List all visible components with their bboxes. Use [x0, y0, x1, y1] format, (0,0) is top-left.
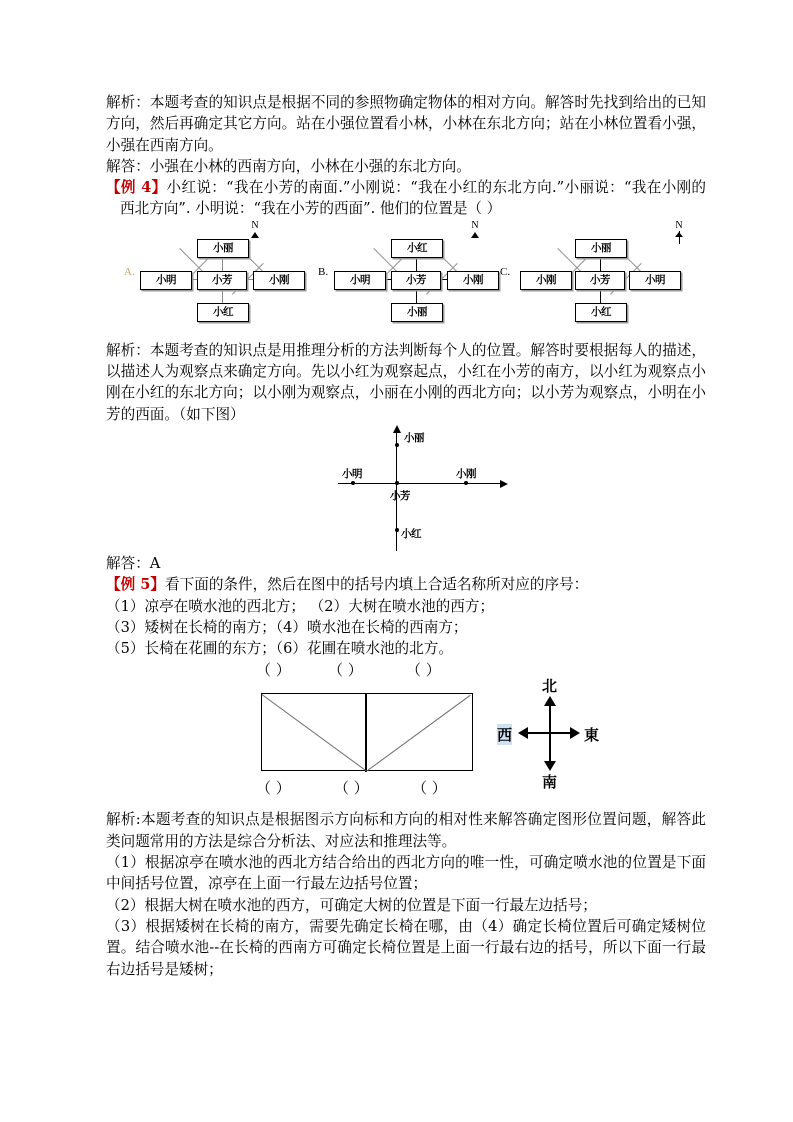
paragraph-example-4: [106, 177, 706, 220]
person-box-top[interactable]: 小丽: [197, 239, 249, 258]
link-line: [416, 289, 417, 304]
example-4-text: 小红说：“我在小芳的南面.”小刚说：“我在小红的东北方向.”小丽说：“我在小刚的西北方向”. 小明说：“我在小芳的西面”. 他们的位置是（ ）: [120, 179, 706, 218]
paragraph-example-5-cond-3: （5）长椅在花圃的东方；（6）花圃在喷水池的北方。: [106, 640, 453, 658]
answer-options-figure: [106, 219, 706, 340]
axis-north-arrowhead: [393, 425, 401, 433]
point-right: [464, 481, 468, 485]
link-line: [600, 257, 601, 272]
paragraph-example-5-cond-1: （1）凉亭在喷水池的西北方； （2）大树在喷水池的西方；: [106, 597, 495, 615]
map-rectangle: [261, 693, 473, 771]
person-box-left[interactable]: 小明: [140, 271, 192, 290]
person-box-center[interactable]: 小芳: [391, 271, 441, 290]
paragraph-example-5: [106, 574, 706, 595]
rectangle-compass-figure: [106, 659, 706, 809]
blank-paren-bottom-left[interactable]: （ ）: [256, 779, 291, 798]
compass-south-arrowhead: [544, 761, 556, 771]
link-line: [600, 289, 601, 304]
person-box-top[interactable]: 小丽: [575, 239, 627, 258]
person-box-right[interactable]: 小刚: [447, 271, 499, 290]
paragraph-analysis-5: 解析:本题考查的知识点是根据图示方向标和方向的相对性来解答确定图形位置问题，解答此类问题常用的方法是综合分析法、对应法和推理法等。: [106, 811, 706, 850]
axis-horizontal: [338, 483, 503, 484]
axis-figure: [106, 425, 706, 553]
compass-east-arrowhead: [570, 727, 580, 739]
person-box-center[interactable]: 小芳: [575, 271, 625, 290]
document-body: [106, 92, 706, 980]
example-5-label: 【例 5】: [106, 576, 166, 594]
option-c-letter: C.: [500, 265, 511, 278]
axis-label-top: 小丽: [404, 431, 424, 444]
paragraph-answer-3: 解答：小强在小林的西南方向，小林在小强的东北方向。: [106, 157, 471, 175]
axis-east-arrowhead: [500, 480, 508, 488]
blank-paren-bottom-center[interactable]: （ ）: [334, 779, 369, 798]
point-bottom: [395, 528, 399, 532]
blank-paren-top-right[interactable]: （ ）: [406, 661, 441, 680]
option-b-diagram: [334, 234, 500, 324]
axis-label-bottom: 小红: [401, 527, 421, 540]
paragraph-example-5-cond-2: （3）矮树在长椅的南方；（4）喷水池在长椅的西南方；: [106, 618, 468, 636]
compass-label-west: 西: [497, 726, 513, 745]
compass-label-north: 北: [542, 677, 558, 696]
option-a-letter: A.: [124, 265, 135, 278]
axis-label-right: 小刚: [456, 467, 476, 480]
person-box-center[interactable]: 小芳: [197, 271, 247, 290]
point-top: [395, 443, 399, 447]
paragraph-analysis-3: 解析：本题考查的知识点是根据不同的参照物确定物体的相对方向。解答时先找到给出的已知方向，然后再确定其它方向。站在小强位置看小林，小林在东北方向；站在小林位置看小强，小强在西南方向。: [106, 94, 706, 154]
link-line: [222, 289, 223, 304]
link-line: [416, 257, 417, 272]
paragraph-analysis-5-item-3: （3）根据矮树在长椅的南方，需要先确定长椅在哪，由（4）确定长椅位置后可确定矮树位置。结合喷水池--在长椅的西南方可确定长椅位置是上面一行最右边的括号，所以下面一行最右边括号是矮树；: [106, 917, 706, 978]
paragraph-analysis-4: 解析：本题考查的知识点是用推理分析的方法判断每个人的位置。解答时要根据每人的描述，以描述人为观察点来确定方向。先以小红为观察起点，小红在小芳的南方，以小红为观察点小刚在小红的东北方向；以小刚为观察点，小丽在小刚的西北方向；以小芳为观察点，小明在小芳的西面。（如下图）: [106, 341, 706, 423]
person-box-left[interactable]: 小明: [334, 271, 386, 290]
paragraph-answer-4: 解答：A: [106, 554, 161, 572]
point-left: [351, 481, 355, 485]
option-b-letter: B.: [318, 265, 329, 278]
example-4-label: 【例 4】: [106, 179, 167, 197]
paragraph-analysis-5-item-1: （1）根据凉亭在喷水池的西北方结合给出的西北方向的唯一性，可确定喷水池的位置是下面中间括号位置，凉亭在上面一行最左边括号位置；: [106, 854, 706, 893]
option-a-north-label: N: [251, 219, 259, 231]
link-line: [222, 257, 223, 272]
example-5-text: 看下面的条件，然后在图中的括号内填上合适名称所对应的序号：: [165, 576, 589, 594]
point-center: [395, 481, 399, 485]
person-box-bottom[interactable]: 小红: [575, 303, 627, 322]
person-box-bottom[interactable]: 小红: [197, 303, 249, 322]
person-box-bottom[interactable]: 小丽: [391, 303, 443, 322]
axis-label-left: 小明: [342, 467, 362, 480]
paragraph-analysis-5-item-2: （2）根据大树在喷水池的西方，可确定大树的位置是下面一行最左边括号；: [106, 896, 597, 914]
person-box-right[interactable]: 小明: [629, 271, 681, 290]
option-b-north-label: N: [471, 219, 479, 231]
option-c-north-label: N: [675, 219, 683, 231]
compass-label-south: 南: [542, 773, 558, 792]
blank-paren-top-left[interactable]: （ ）: [256, 661, 291, 680]
blank-paren-bottom-right[interactable]: （ ）: [412, 779, 447, 798]
option-c-diagram: [518, 234, 684, 324]
option-a-diagram: [140, 234, 306, 324]
compass-rose: [496, 677, 606, 792]
person-box-left[interactable]: 小刚: [520, 271, 572, 290]
compass-north-arrowhead: [544, 696, 556, 706]
compass-horizontal-shaft: [526, 732, 574, 734]
compass-label-east: 東: [584, 726, 600, 745]
compass-west-arrowhead: [518, 727, 528, 739]
blank-paren-top-center[interactable]: （ ）: [328, 661, 363, 680]
person-box-top[interactable]: 小红: [391, 239, 443, 258]
rectangle-center-divider: [365, 693, 367, 772]
axis-label-center: 小芳: [390, 489, 410, 502]
person-box-right[interactable]: 小刚: [253, 271, 305, 290]
